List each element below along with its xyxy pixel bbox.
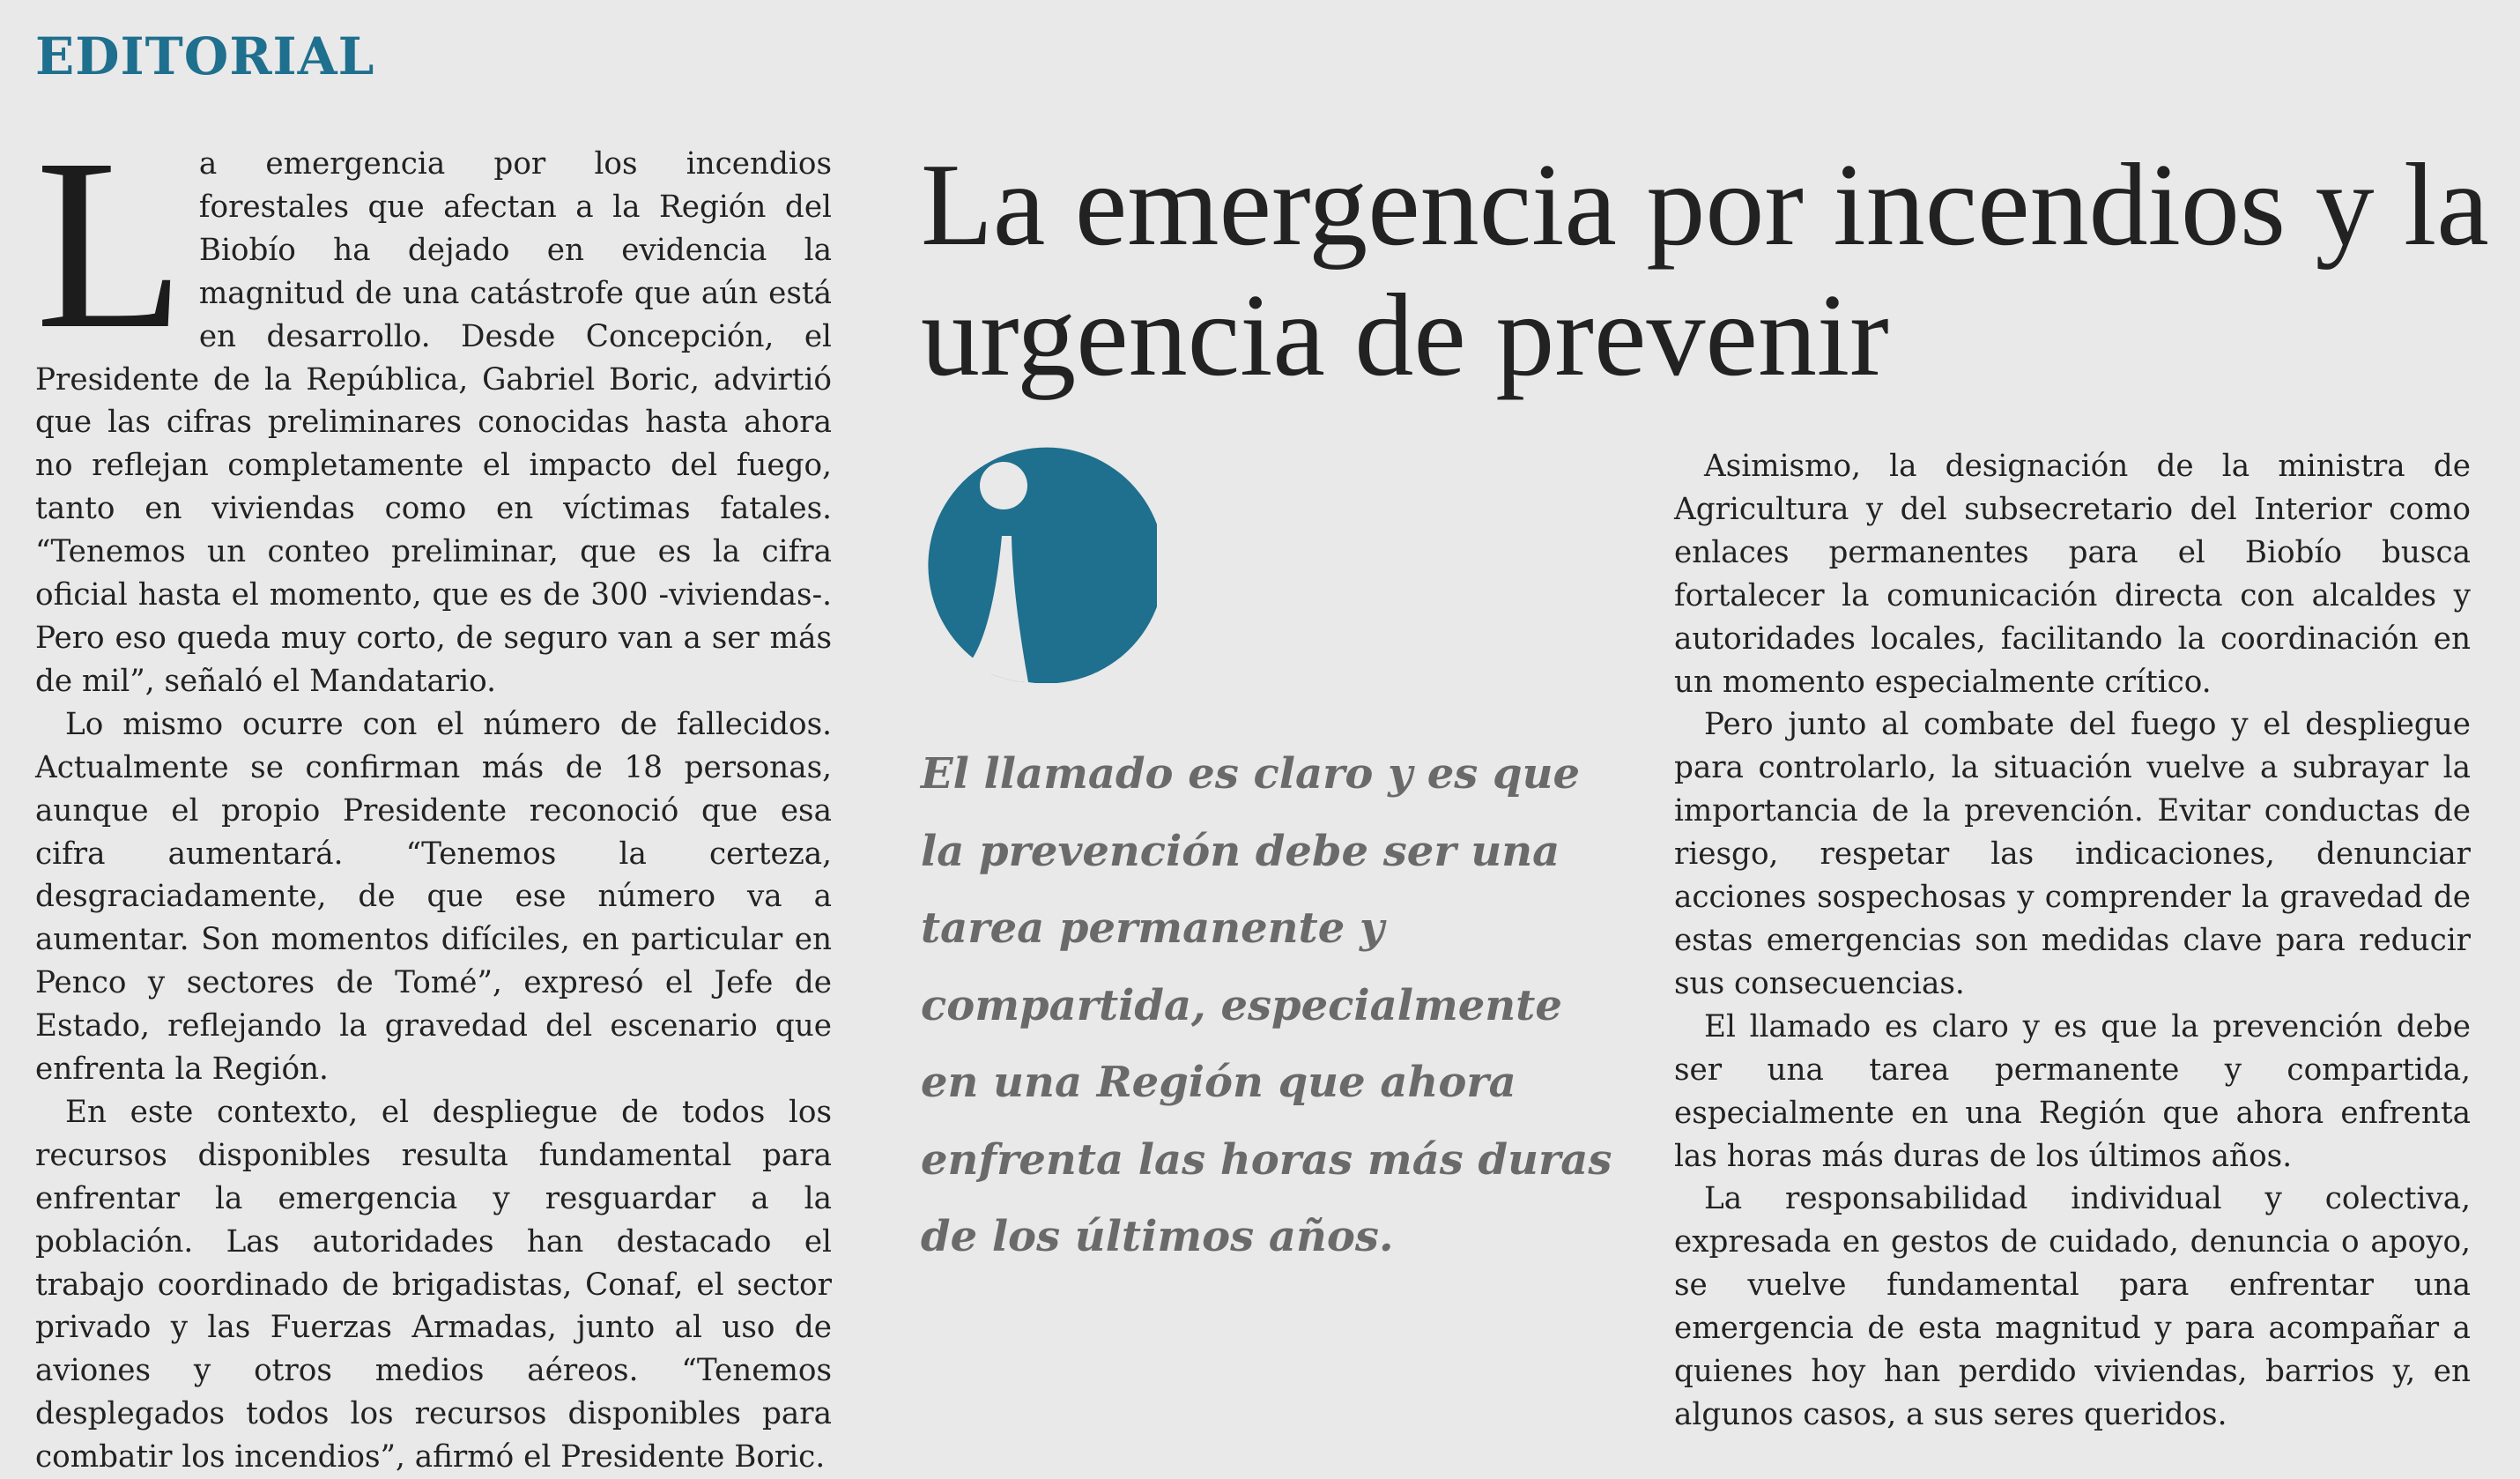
- right-column: [1674, 445, 2471, 1437]
- body-paragraph: La responsabilidad individual y colectiva, expresada en gestos de cuidado, denuncia o apoyo, se vuelve fundamental para enfrentar una emergencia de esta magnitud y para acompañar a quienes hoy han perdido viviendas, barrios y, en algunos casos, a sus seres queridos.: [1674, 1181, 2471, 1432]
- left-column: [35, 108, 832, 1479]
- body-paragraph: Lo mismo ocurre con el número de fallecidos. Actualmente se confirman más de 18 personas, aunque el propio Presidente reconoció que esa cifra aumentará. “Tenemos la certeza, desgraciadamente, de que ese número va a aumentar. Son momentos difíciles, en particular en Penco y sectores de Tomé”, expresó el Jefe de Estado, reflejando la gravedad del escenario que enfrenta la Región.: [35, 706, 832, 1088]
- drop-cap: L: [35, 108, 185, 380]
- pull-quote: El llamado es claro y es que la prevención debe ser una tarea permanente y compartida, especialmente en una Región que ahora enfrenta las horas más duras de los últimos años.: [921, 749, 1612, 1261]
- body-paragraph: El llamado es claro y es que la prevención debe ser una tarea permanente y compartida, especialmente en una Región que ahora enfrenta las horas más duras de los últimos años.: [1674, 1008, 2471, 1174]
- paragraph-text: a emergencia por los incendios forestales que afectan a la Región del Biobío ha dejado en evidencia la magnitud de una catástrofe que aún está en desarrollo. Desde Concepción, el Presidente de la República, Gabriel Boric, advirtió que las cifras preliminares conocidas hasta ahora no reflejan completamente el impacto del fuego, tanto en viviendas como en víctimas fatales. “Tenemos un conteo preliminar, que es la cifra oficial hasta el momento, que es de 300 -viviendas-. Pero eso queda muy corto, de seguro van a ser más de mil”, señaló el Mandatario.: [35, 146, 832, 699]
- body-paragraph: [35, 108, 832, 703]
- body-paragraph: Asimismo, la designación de la ministra de Agricultura y del subsecretario del Interior como enlaces permanentes para el Biobío busca fortalecer la comunicación directa con alcaldes y autoridades locales, facilitando la coordinación en un momento especialmente crítico.: [1674, 449, 2471, 700]
- info-i-icon: [921, 436, 1157, 683]
- headline: La emergencia por incendios y la urgencia de prevenir: [921, 139, 2489, 400]
- body-paragraph: Pero junto al combate del fuego y el despliegue para controlarlo, la situación vuelve a subrayar la importancia de la prevención. Evitar conductas de riesgo, respetar las indicaciones, denunciar acciones sospechosas y comprender la gravedad de estas emergencias son medidas clave para reducir sus consecuencias.: [1674, 707, 2471, 1001]
- section-label: EDITORIAL: [35, 26, 375, 86]
- body-paragraph: En este contexto, el despliegue de todos los recursos disponibles resulta fundamental para enfrentar la emergencia y resguardar a la población. Las autoridades han destacado el trabajo coordinado de brigadistas, Conaf, el sector privado y las Fuerzas Armadas, junto al uso de aviones y otros medios aéreos. “Tenemos desplegados todos los recursos disponibles para combatir los incendios”, afirmó el Presidente Boric.: [35, 1094, 832, 1475]
